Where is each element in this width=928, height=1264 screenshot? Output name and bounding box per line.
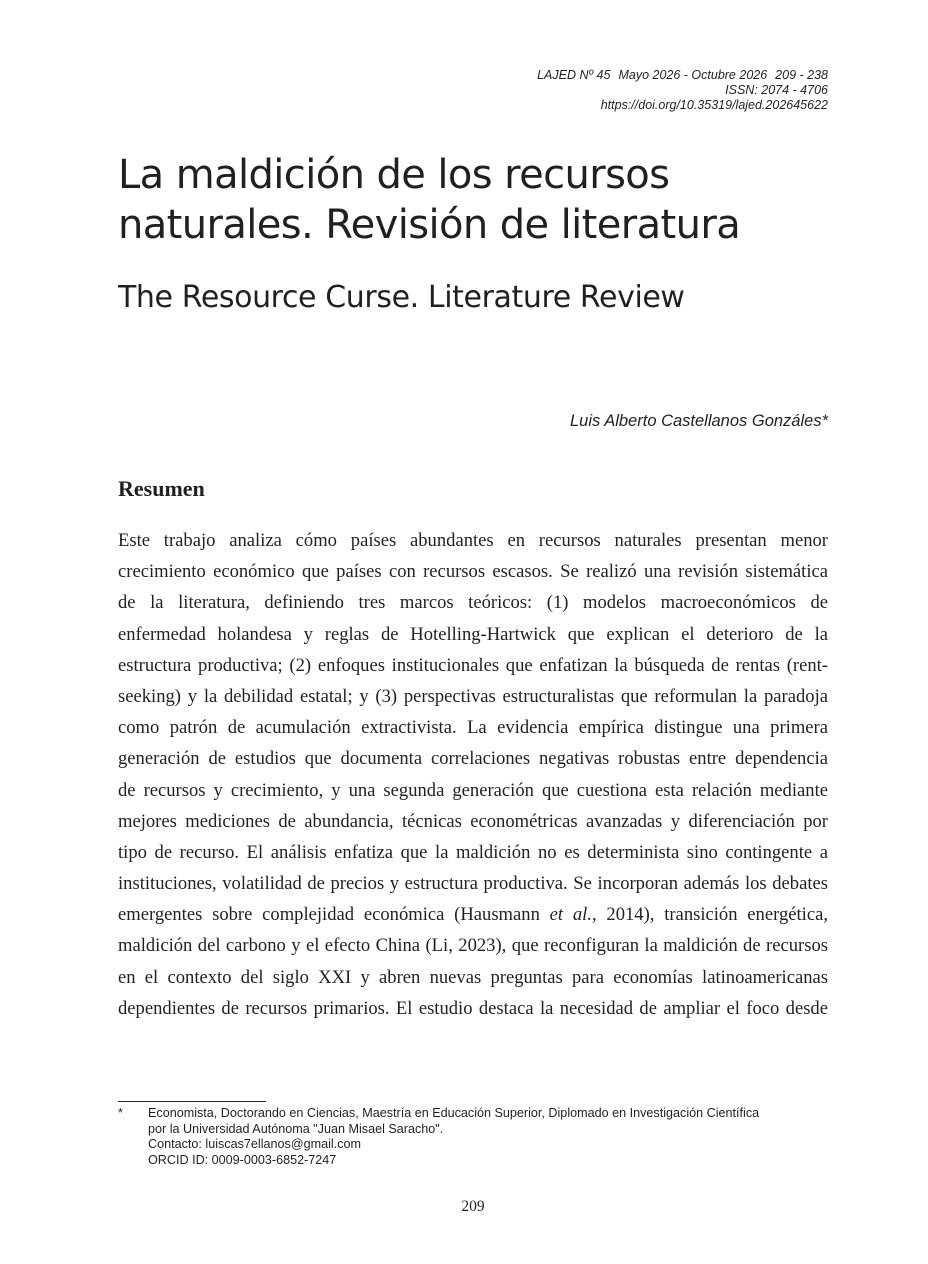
abstract-line: de la literatura, definiendo tres marcos teóricos: (1) modelos macroeconómicos de: [118, 592, 828, 614]
journal-period: Mayo 2026 - Octubre 2026: [618, 68, 768, 82]
journal-issn: ISSN: 2074 - 4706: [725, 83, 828, 97]
abstract-line: dependientes de recursos primarios. El estudio destaca la necesidad de ampliar el foco desde: [118, 997, 828, 1019]
abstract-body: [118, 525, 828, 1024]
title-spanish: [118, 150, 838, 250]
author-name: Luis Alberto Castellanos Gonzáles*: [569, 412, 828, 430]
journal-doi-link[interactable]: https://doi.org/10.35319/lajed.202645622: [600, 98, 828, 112]
abstract-line: generación de estudios que documenta correlaciones negativas robustas entre dependencia: [118, 748, 828, 770]
title-spanish-line-2: naturales. Revisión de literatura: [118, 202, 741, 248]
abstract-line-13-post: , 2014), transición energética,: [591, 904, 828, 926]
journal-header: [537, 68, 828, 113]
abstract-heading: Resumen: [118, 476, 205, 501]
footnote-affiliation-line-2: por la Universidad Autónoma "Juan Misael Saracho".: [148, 1121, 444, 1136]
abstract-line: estructura productiva; (2) enfoques institucionales que enfatizan la búsqueda de rentas (rent-: [118, 654, 828, 676]
title-english: The Resource Curse. Literature Review: [118, 280, 685, 315]
abstract-line: crecimiento económico que países con recursos escasos. Se realizó una revisión sistemática: [118, 561, 828, 583]
journal-name: LAJED Nº 45: [537, 68, 611, 82]
abstract-line: seeking) y la debilidad estatal; y (3) perspectivas estructuralistas que reformulan la paradoja: [118, 685, 828, 707]
title-spanish-line-1: La maldición de los recursos: [118, 152, 670, 198]
abstract-line: de recursos y crecimiento, y una segunda generación que cuestiona esta relación mediante: [118, 779, 828, 801]
journal-pages: 209 - 238: [775, 68, 828, 82]
abstract-line: Este trabajo analiza cómo países abundantes en recursos naturales presentan menor: [118, 530, 828, 551]
abstract-line: tipo de recurso. El análisis enfatiza que la maldición no es determinista sino contingente a: [118, 841, 828, 863]
abstract-line-13-pre: emergentes sobre complejidad económica (Hausmann: [118, 904, 550, 926]
abstract-line: como patrón de acumulación extractivista. La evidencia empírica distingue una primera: [118, 717, 828, 739]
footnote-orcid: ORCID ID: 0009-0003-6852-7247: [148, 1152, 337, 1167]
citation-et-al: et al.: [549, 904, 592, 926]
abstract-line: en el contexto del siglo XXI y abren nuevas preguntas para economías latinoamericanas: [118, 966, 828, 988]
journal-issue-line: [537, 68, 828, 83]
abstract-line: maldición del carbono y el efecto China (Li, 2023), que reconfiguran la maldición de recursos: [118, 935, 828, 957]
abstract-line: instituciones, volatilidad de precios y estructura productiva. Se incorporan además los debates: [118, 873, 828, 895]
footnote-divider: [118, 1101, 266, 1102]
abstract-line-citation: [118, 899, 828, 930]
footnote: [118, 1106, 828, 1168]
abstract-line: mejores mediciones de abundancia, técnicas econométricas avanzadas y diferenciación por: [118, 810, 828, 832]
abstract-line: enfermedad holandesa y reglas de Hotelling-Hartwick que explican el deterioro de la: [118, 623, 828, 645]
footnote-affiliation-line-1: Economista, Doctorando en Ciencias, Maestría en Educación Superior, Diplomado en Investigación Científica: [148, 1106, 760, 1120]
page-number: 209: [461, 1198, 485, 1215]
footnote-body: [148, 1106, 828, 1168]
footnote-marker: *: [118, 1106, 123, 1120]
footnote-contact[interactable]: Contacto: luiscas7ellanos@gmail.com: [148, 1137, 361, 1151]
